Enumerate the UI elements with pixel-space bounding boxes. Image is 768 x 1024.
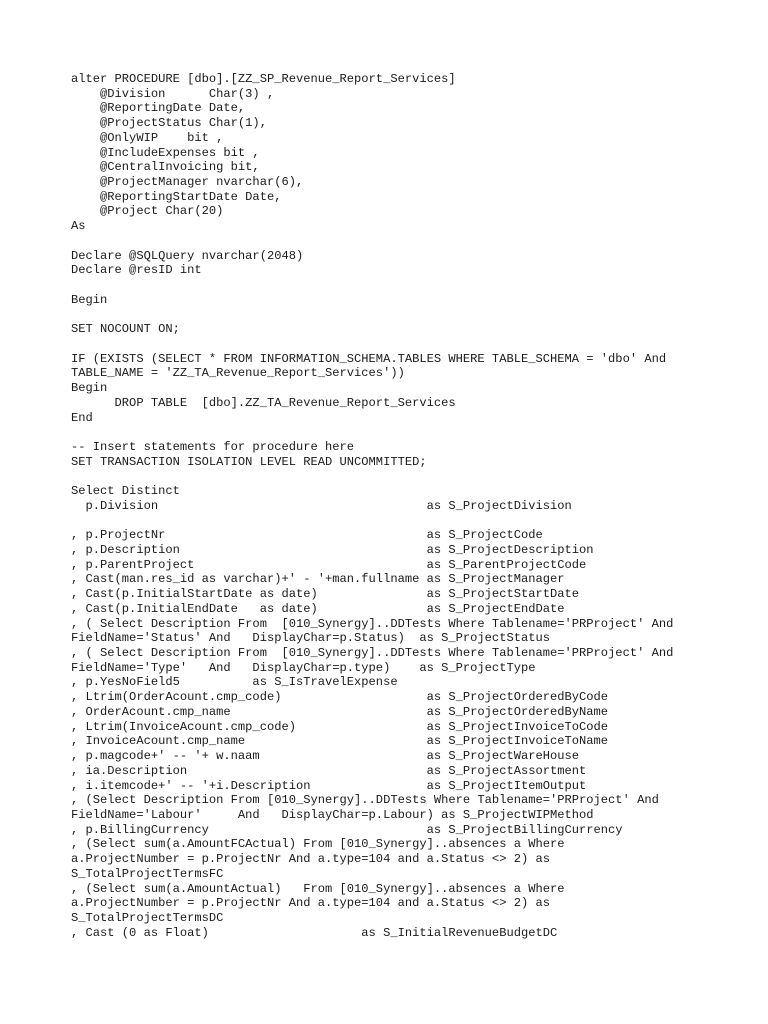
code-line: , ( Select Description From [010_Synergy]..DDTests Where Tablename='PRProject' And <box>71 646 674 661</box>
code-line: , i.itemcode+' -- '+i.Description as S_ProjectItemOutput <box>71 778 587 793</box>
code-line: , Cast(man.res_id as varchar)+' - '+man.fullname as S_ProjectManager <box>71 572 565 587</box>
code-line: , (Select sum(a.AmountActual) From [010_Synergy]..absences a Where <box>71 881 565 896</box>
code-line: FieldName='Status' And DisplayChar=p.Status) as S_ProjectStatus <box>71 631 550 646</box>
code-line: , Cast (0 as Float) as S_InitialRevenueBudgetDC <box>71 925 558 940</box>
code-line: , p.YesNoField5 as S_IsTravelExpense <box>71 675 398 690</box>
code-line: @ProjectManager nvarchar(6), <box>71 175 304 190</box>
code-line: @ReportingStartDate Date, <box>71 189 282 204</box>
code-line <box>71 278 673 293</box>
code-line: @IncludeExpenses bit , <box>71 145 260 160</box>
code-line: , p.Description as S_ProjectDescription <box>71 543 594 557</box>
code-line: Begin <box>71 381 108 396</box>
code-line: @OnlyWIP bit , <box>71 130 224 145</box>
code-line: FieldName='Labour' And DisplayChar=p.Labour) as S_ProjectWIPMethod <box>71 807 594 822</box>
code-line: , p.ProjectNr as S_ProjectCode <box>71 528 543 543</box>
code-line: IF (EXISTS (SELECT * FROM INFORMATION_SCHEMA.TABLES WHERE TABLE_SCHEMA = 'dbo' And <box>71 351 667 366</box>
code-line: Select Distinct <box>71 484 180 499</box>
code-line <box>71 425 673 440</box>
sql-code-block <box>71 72 673 940</box>
code-line: Declare @SQLQuery nvarchar(2048) <box>71 248 304 263</box>
code-line: , p.ParentProject as S_ParentProjectCode <box>71 557 587 572</box>
code-line: @CentralInvoicing bit, <box>71 160 260 175</box>
code-line: , p.magcode+' -- '+ w.naam as S_ProjectWareHouse <box>71 749 580 764</box>
code-line: -- Insert statements for procedure here <box>71 439 355 454</box>
code-line: @ProjectStatus Char(1), <box>71 116 267 131</box>
code-line: FieldName='Type' And DisplayChar=p.type) as S_ProjectType <box>71 660 536 675</box>
code-line: @Division Char(3) , <box>71 86 275 101</box>
code-line: DROP TABLE [dbo].ZZ_TA_Revenue_Report_Services <box>71 395 456 410</box>
code-line: TABLE_NAME = 'ZZ_TA_Revenue_Report_Services')) <box>71 366 405 381</box>
code-line: @ReportingDate Date, <box>71 101 246 116</box>
code-line: , (Select sum(a.AmountFCActual) From [010_Synergy]..absences a Where <box>71 837 565 852</box>
code-line: , InvoiceAcount.cmp_name as S_ProjectInvoiceToName <box>71 734 609 749</box>
code-line: , (Select Description From [010_Synergy]..DDTests Where Tablename='PRProject' And <box>71 793 659 808</box>
code-line: , OrderAcount.cmp_name as S_ProjectOrderedByName <box>71 704 609 719</box>
code-line: , Ltrim(OrderAcount.cmp_code) as S_ProjectOrderedByCode <box>71 690 609 705</box>
code-line: @Project Char(20) <box>71 204 224 219</box>
code-line: a.ProjectNumber = p.ProjectNr And a.type=104 and a.Status <> 2) as <box>71 852 550 867</box>
code-line <box>71 514 673 529</box>
code-line: , p.BillingCurrency as S_ProjectBillingCurrency <box>71 822 623 837</box>
code-line: Begin <box>71 292 108 307</box>
code-line: Declare @resID int <box>71 263 202 278</box>
code-line: , ( Select Description From [010_Synergy]..DDTests Where Tablename='PRProject' And <box>71 616 674 631</box>
code-line: End <box>71 410 93 425</box>
code-line: , Cast(p.InitialStartDate as date) as S_ProjectStartDate <box>71 587 580 602</box>
code-line: alter PROCEDURE [dbo].[ZZ_SP_Revenue_Report_Services] <box>71 72 456 86</box>
code-line: S_TotalProjectTermsDC <box>71 910 224 925</box>
code-line <box>71 234 673 249</box>
code-line: , ia.Description as S_ProjectAssortment <box>71 763 587 778</box>
code-line: S_TotalProjectTermsFC <box>71 866 224 881</box>
code-line: As <box>71 219 86 234</box>
code-line: SET TRANSACTION ISOLATION LEVEL READ UNCOMMITTED; <box>71 454 427 469</box>
code-line: a.ProjectNumber = p.ProjectNr And a.type=104 and a.Status <> 2) as <box>71 896 550 911</box>
code-line: , Ltrim(InvoiceAcount.cmp_code) as S_ProjectInvoiceToCode <box>71 719 609 734</box>
code-line: SET NOCOUNT ON; <box>71 322 180 337</box>
code-line: p.Division as S_ProjectDivision <box>71 498 572 513</box>
code-line: , Cast(p.InitialEndDate as date) as S_ProjectEndDate <box>71 601 565 616</box>
code-line <box>71 469 673 484</box>
code-line <box>71 337 673 352</box>
code-line <box>71 308 673 323</box>
